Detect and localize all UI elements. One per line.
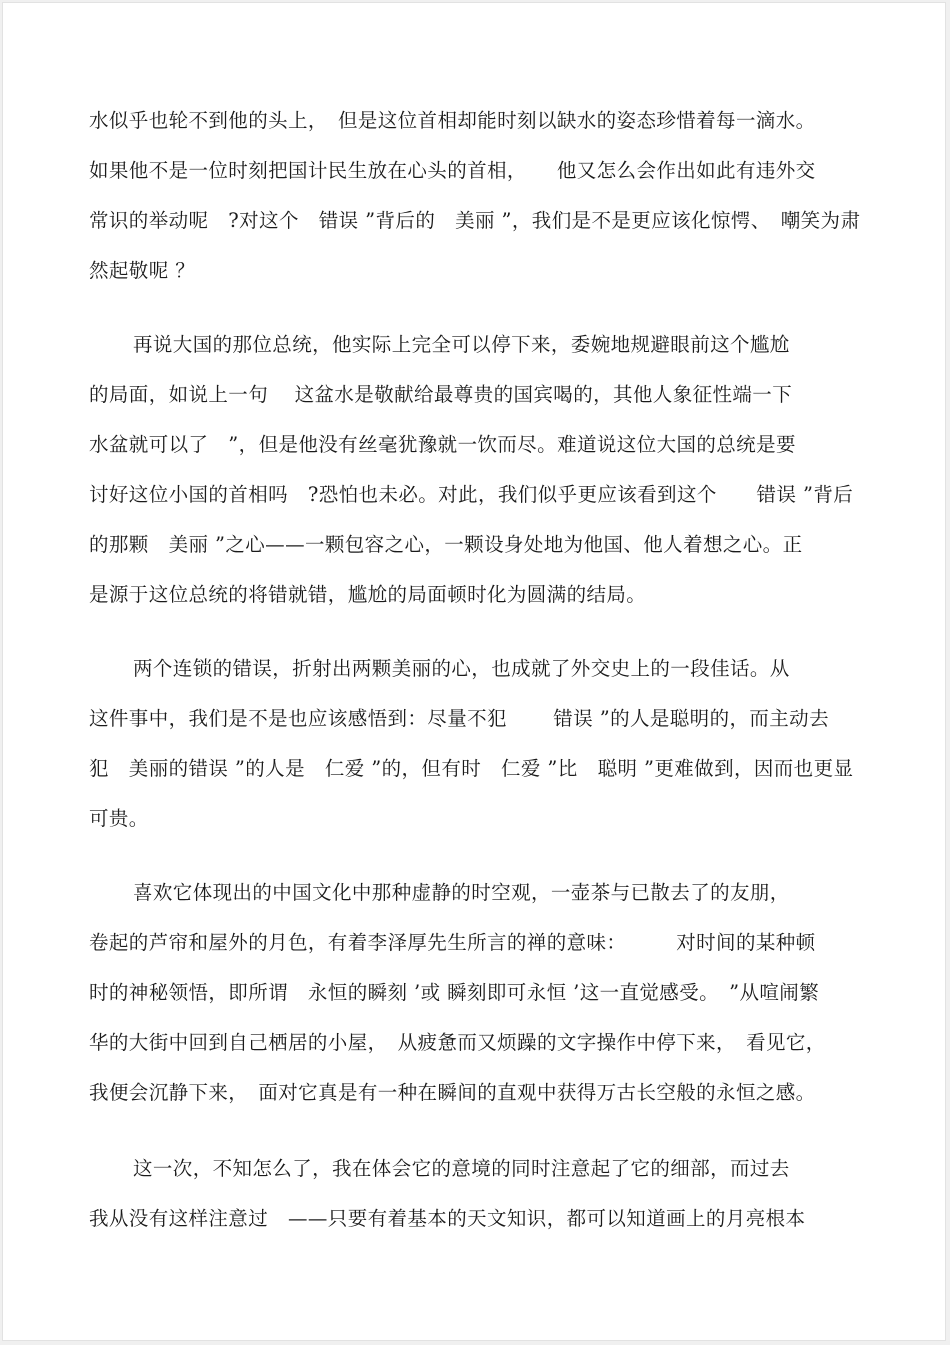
paragraph-1-line-4: 然起敬呢 ？ (89, 259, 196, 282)
paragraph-3-line-1: 两个连锁的错误，折射出两颗美丽的心，也成就了外交史上的一段佳话。从 (133, 657, 790, 680)
paragraph-3-line-4: 可贵。 (89, 807, 149, 830)
paragraph-4-line-2: 卷起的芦帘和屋外的月色，有着李泽厚先生所言的禅的意味： 对时间的某种顿 (89, 931, 816, 954)
paragraph-4-line-5: 我便会沉静下来， 面对它真是有一种在瞬间的直观中获得万古长空般的永恒之感。 (89, 1081, 816, 1104)
paragraph-5-line-2: 我从没有这样注意过 ——只要有着基本的天文知识，都可以知道画上的月亮根本 (89, 1207, 806, 1230)
paragraph-2-line-6: 是源于这位总统的将错就错，尴尬的局面顿时化为圆满的结局。 (89, 583, 647, 606)
paragraph-2-line-4: 讨好这位小国的首相吗 ?恐怕也未必。对此，我们似乎更应该看到这个 错误 ”背后 (89, 483, 854, 506)
paragraph-3-line-3: 犯 美丽的错误 ”的人是 仁爱 ”的，但有时 仁爱 ”比 聪明 ”更难做到，因而也更显 (89, 757, 854, 780)
paragraph-4-line-3: 时的神秘领悟，即所谓 永恒的瞬刻 ’或 瞬刻即可永恒 ’这一直觉感受。 ”从喧闹繁 (89, 981, 820, 1004)
paragraph-2-line-1: 再说大国的那位总统，他实际上完全可以停下来，委婉地规避眼前这个尴尬 (133, 333, 790, 356)
paragraph-1-line-3: 常识的举动呢 ?对这个 错误 ”背后的 美丽 ”，我们是不是更应该化惊愕、 嘲笑为肃 (89, 209, 861, 232)
paragraph-1-line-2: 如果他不是一位时刻把国计民生放在心头的首相， 他又怎么会作出如此有违外交 (89, 159, 816, 182)
paragraph-1-line-1: 水似乎也轮不到他的头上， 但是这位首相却能时刻以缺水的姿态珍惜着每一滴水。 (89, 109, 816, 132)
document-page (2, 2, 946, 1341)
paragraph-5-line-1: 这一次，不知怎么了，我在体会它的意境的同时注意起了它的细部，而过去 (133, 1157, 790, 1180)
paragraph-3-line-2: 这件事中，我们是不是也应该感悟到：尽量不犯 错误 ”的人是聪明的，而主动去 (89, 707, 829, 730)
paragraph-4-line-4: 华的大街中回到自己栖居的小屋， 从疲惫而又烦躁的文字操作中停下来， 看见它， (89, 1031, 826, 1054)
paragraph-2-line-5: 的那颗 美丽 ”之心——一颗包容之心，一颗设身处地为他国、他人着想之心。正 (89, 533, 803, 556)
paragraph-4-line-1: 喜欢它体现出的中国文化中那种虚静的时空观，一壶茶与已散去了的友朋， (133, 881, 790, 904)
paragraph-2-line-3: 水盆就可以了 ”，但是他没有丝毫犹豫就一饮而尽。难道说这位大国的总统是要 (89, 433, 796, 456)
paragraph-2-line-2: 的局面，如说上一句 这盆水是敬献给最尊贵的国宾喝的，其他人象征性端一下 (89, 383, 793, 406)
